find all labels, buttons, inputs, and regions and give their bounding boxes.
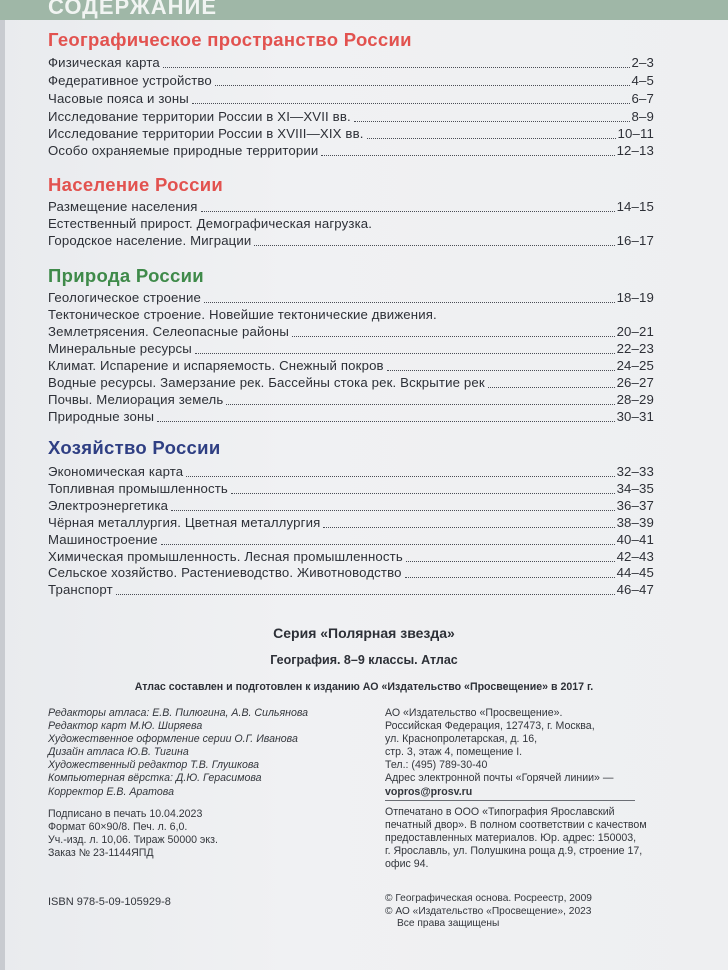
- series-title: Серия «Полярная звезда»: [273, 625, 455, 641]
- toc-entry[interactable]: Электроэнергетика 36–37: [48, 498, 654, 513]
- toc-entry[interactable]: Естественный прирост. Демографическая нагрузка.: [48, 216, 373, 231]
- publisher-line: стр. 3, этаж 4, помещение I.: [385, 746, 523, 759]
- dot-leader: [254, 241, 614, 246]
- print-info-line: Уч.-изд. л. 10,06. Тираж 50000 экз.: [48, 834, 218, 847]
- credit-line: Художественное оформление серии О.Г. Иванова: [48, 733, 298, 746]
- credits-block: [48, 707, 308, 799]
- publisher-block: [385, 707, 614, 799]
- book-title: География. 8–9 классы. Атлас: [270, 653, 458, 667]
- toc-entry[interactable]: Минеральные ресурсы 22–23: [48, 341, 654, 356]
- dot-leader: [201, 207, 615, 212]
- toc-entry[interactable]: Почвы. Мелиорация земель 28–29: [48, 392, 654, 407]
- dot-leader: [204, 298, 615, 303]
- dot-leader: [215, 81, 630, 86]
- copyright-line: Все права защищены: [397, 918, 500, 929]
- publisher-line: АО «Издательство «Просвещение».: [385, 707, 563, 719]
- isbn: ISBN 978-5-09-105929-8: [48, 896, 171, 908]
- toc-entry[interactable]: Физическая карта 2–3: [48, 55, 654, 70]
- toc-entry[interactable]: Федеративное устройство 4–5: [48, 73, 654, 88]
- toc-entry[interactable]: Исследование территории России в XVIII—XIX вв. 10–11: [48, 126, 654, 141]
- toc-entry[interactable]: Водные ресурсы. Замерзание рек. Бассейны стока рек. Вскрытие рек 26–27: [48, 375, 654, 390]
- publisher-email: vopros@prosv.ru: [385, 785, 473, 798]
- dot-leader: [163, 63, 630, 68]
- dot-leader: [171, 506, 614, 511]
- dot-leader: [354, 117, 630, 122]
- credit-line: Компьютерная вёрстка: Д.Ю. Герасимова: [48, 772, 262, 785]
- toc-entry[interactable]: Транспорт 46–47: [48, 582, 654, 597]
- credit-line: Корректор Е.В. Аратова: [48, 785, 174, 798]
- toc-entry[interactable]: Химическая промышленность. Лесная промышленность 42–43: [48, 549, 654, 564]
- credit-line: Редакторы атласа: Е.В. Пилюгина, А.В. Сильянова: [48, 707, 309, 719]
- toc-entry[interactable]: Часовые пояса и зоны 6–7: [48, 91, 654, 106]
- print-info-line: Подписано в печать 10.04.2023: [48, 808, 203, 820]
- dot-leader: [387, 366, 615, 371]
- header-band: [0, 0, 728, 20]
- section-title-nature: Природа России: [48, 265, 204, 286]
- toc-entry[interactable]: Топливная промышленность 34–35: [48, 481, 654, 496]
- dot-leader: [321, 151, 614, 156]
- publisher-line: ул. Краснопролетарская, д. 16,: [385, 733, 538, 746]
- publisher-line: Адрес электронной почты «Горячей линии» —: [385, 772, 614, 785]
- page-binding-edge: [0, 0, 5, 970]
- dot-leader: [195, 349, 615, 354]
- credit-line: Редактор карт М.Ю. Ширяева: [48, 720, 203, 733]
- publisher-line: Тел.: (495) 789-30-40: [385, 759, 488, 772]
- dot-leader: [367, 134, 616, 139]
- dot-leader: [186, 472, 614, 477]
- toc-entry[interactable]: Исследование территории России в XI—XVII вв. 8–9: [48, 109, 654, 124]
- printer-line: офис 94.: [385, 858, 429, 871]
- header-partial-title: СОДЕРЖАНИЕ: [48, 0, 218, 19]
- print-info-line: Заказ № 23-1144ЯПД: [48, 847, 154, 860]
- publisher-line: Российская Федерация, 127473, г. Москва,: [385, 720, 595, 733]
- credit-line: Дизайн атласа Ю.В. Тигина: [48, 746, 189, 759]
- section-title-population: Население России: [48, 174, 224, 195]
- toc-entry[interactable]: Сельское хозяйство. Растениеводство. Животноводство 44–45: [48, 565, 654, 580]
- printer-line: предоставленных материалов. Юр. адрес: 150003,: [385, 832, 637, 845]
- section-title-geographic-space: Географическое пространство России: [48, 29, 412, 50]
- toc-entry[interactable]: Чёрная металлургия. Цветная металлургия 38–39: [48, 515, 654, 530]
- print-info-block: [48, 808, 218, 860]
- printer-line: г. Ярославль, ул. Полушкина роща д.9, строение 17,: [385, 845, 643, 858]
- dot-leader: [488, 383, 615, 388]
- toc-entry[interactable]: Экономическая карта 32–33: [48, 464, 654, 479]
- toc-entry[interactable]: Машиностроение 40–41: [48, 532, 654, 547]
- dot-leader: [405, 573, 615, 578]
- dot-leader: [231, 489, 615, 494]
- divider-rule: [385, 800, 635, 801]
- prepared-by-line: Атлас составлен и подготовлен к изданию АО «Издательство «Просвещение» в 2017 г.: [134, 681, 594, 693]
- toc-entry[interactable]: Особо охраняемые природные территории 12–13: [48, 143, 654, 158]
- copyright-block: [385, 893, 592, 931]
- toc-entry[interactable]: Размещение населения 14–15: [48, 199, 654, 214]
- dot-leader: [192, 99, 630, 104]
- toc-entry[interactable]: Климат. Испарение и испаряемость. Снежный покров 24–25: [48, 358, 654, 373]
- toc-entry[interactable]: Геологическое строение 18–19: [48, 290, 654, 305]
- dot-leader: [226, 400, 614, 405]
- printer-block: [385, 806, 647, 871]
- dot-leader: [323, 523, 614, 528]
- toc-entry[interactable]: Природные зоны 30–31: [48, 409, 654, 424]
- dot-leader: [406, 557, 615, 562]
- printer-line: Отпечатано в ООО «Типография Ярославский: [385, 806, 615, 818]
- print-info-line: Формат 60×90/8. Печ. л. 6,0.: [48, 821, 188, 834]
- dot-leader: [292, 332, 615, 337]
- toc-entry[interactable]: Землетрясения. Селеопасные районы 20–21: [48, 324, 654, 339]
- section-title-economy: Хозяйство России: [48, 437, 221, 458]
- copyright-line: © АО «Издательство «Просвещение», 2023: [385, 905, 592, 917]
- printer-line: печатный двор». В полном соответствии с качеством: [385, 819, 647, 832]
- dot-leader: [161, 540, 615, 545]
- dot-leader: [157, 417, 614, 422]
- toc-entry[interactable]: Тектоническое строение. Новейшие тектонические движения.: [48, 307, 437, 322]
- copyright-line: © Географическая основа. Росреестр, 2009: [385, 893, 592, 904]
- toc-entry[interactable]: Городское население. Миграции 16–17: [48, 233, 654, 248]
- credit-line: Художественный редактор Т.В. Глушкова: [48, 759, 260, 772]
- dot-leader: [116, 590, 615, 595]
